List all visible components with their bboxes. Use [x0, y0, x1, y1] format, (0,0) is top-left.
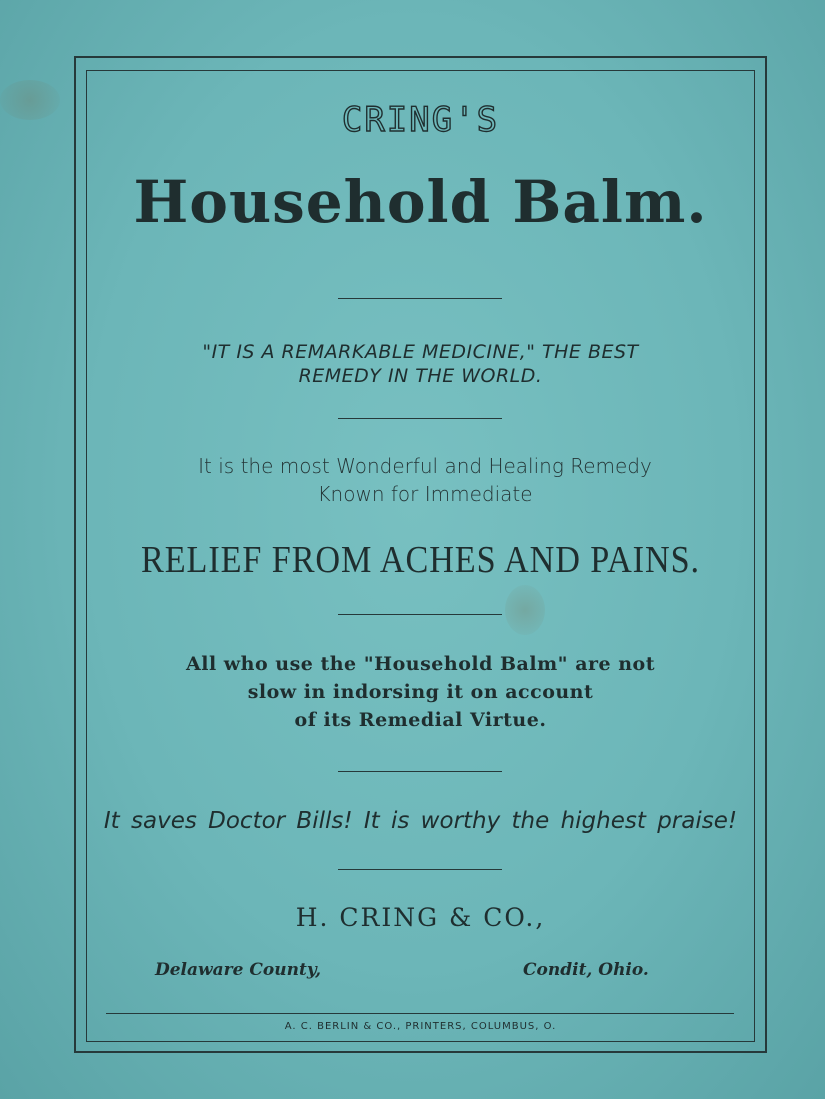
- product-title: Household Balm.: [133, 168, 708, 236]
- location-town: Condit, Ohio.: [523, 960, 649, 980]
- quote-line: "IT IS A REMARKABLE MEDICINE," THE BEST: [202, 341, 639, 363]
- divider-rule: [338, 298, 502, 299]
- description-line: It is the most Wonderful and Healing Remedy: [198, 454, 652, 478]
- endorsement-line: of its Remedial Virtue.: [294, 709, 547, 731]
- quote-line: REMEDY IN THE WORLD.: [298, 365, 543, 387]
- paper-tear: [0, 80, 60, 120]
- quote-block: [86, 340, 755, 388]
- company-name: H. CRING & CO.,: [295, 903, 546, 932]
- endorsement-block: [86, 650, 755, 734]
- divider-rule: [338, 869, 502, 870]
- divider-rule: [338, 418, 502, 419]
- slogan: It saves Doctor Bills! It is worthy the highest praise!: [103, 808, 738, 834]
- divider-rule: [338, 771, 502, 772]
- endorsement-line: All who use the "Household Balm" are not: [186, 653, 655, 675]
- brand-name: CRING'S: [341, 100, 500, 140]
- divider-rule: [338, 614, 502, 615]
- location-county: Delaware County,: [155, 960, 321, 980]
- endorsement-line: slow in indorsing it on account: [247, 681, 594, 703]
- footer-rule: [106, 1013, 734, 1014]
- description-block: [130, 452, 720, 508]
- printer-credit: A. C. BERLIN & CO., PRINTERS, COLUMBUS, O.: [284, 1021, 557, 1032]
- description-line: Known for Immediate: [317, 482, 533, 506]
- relief-headline: RELIEF FROM ACHES AND PAINS.: [141, 539, 700, 581]
